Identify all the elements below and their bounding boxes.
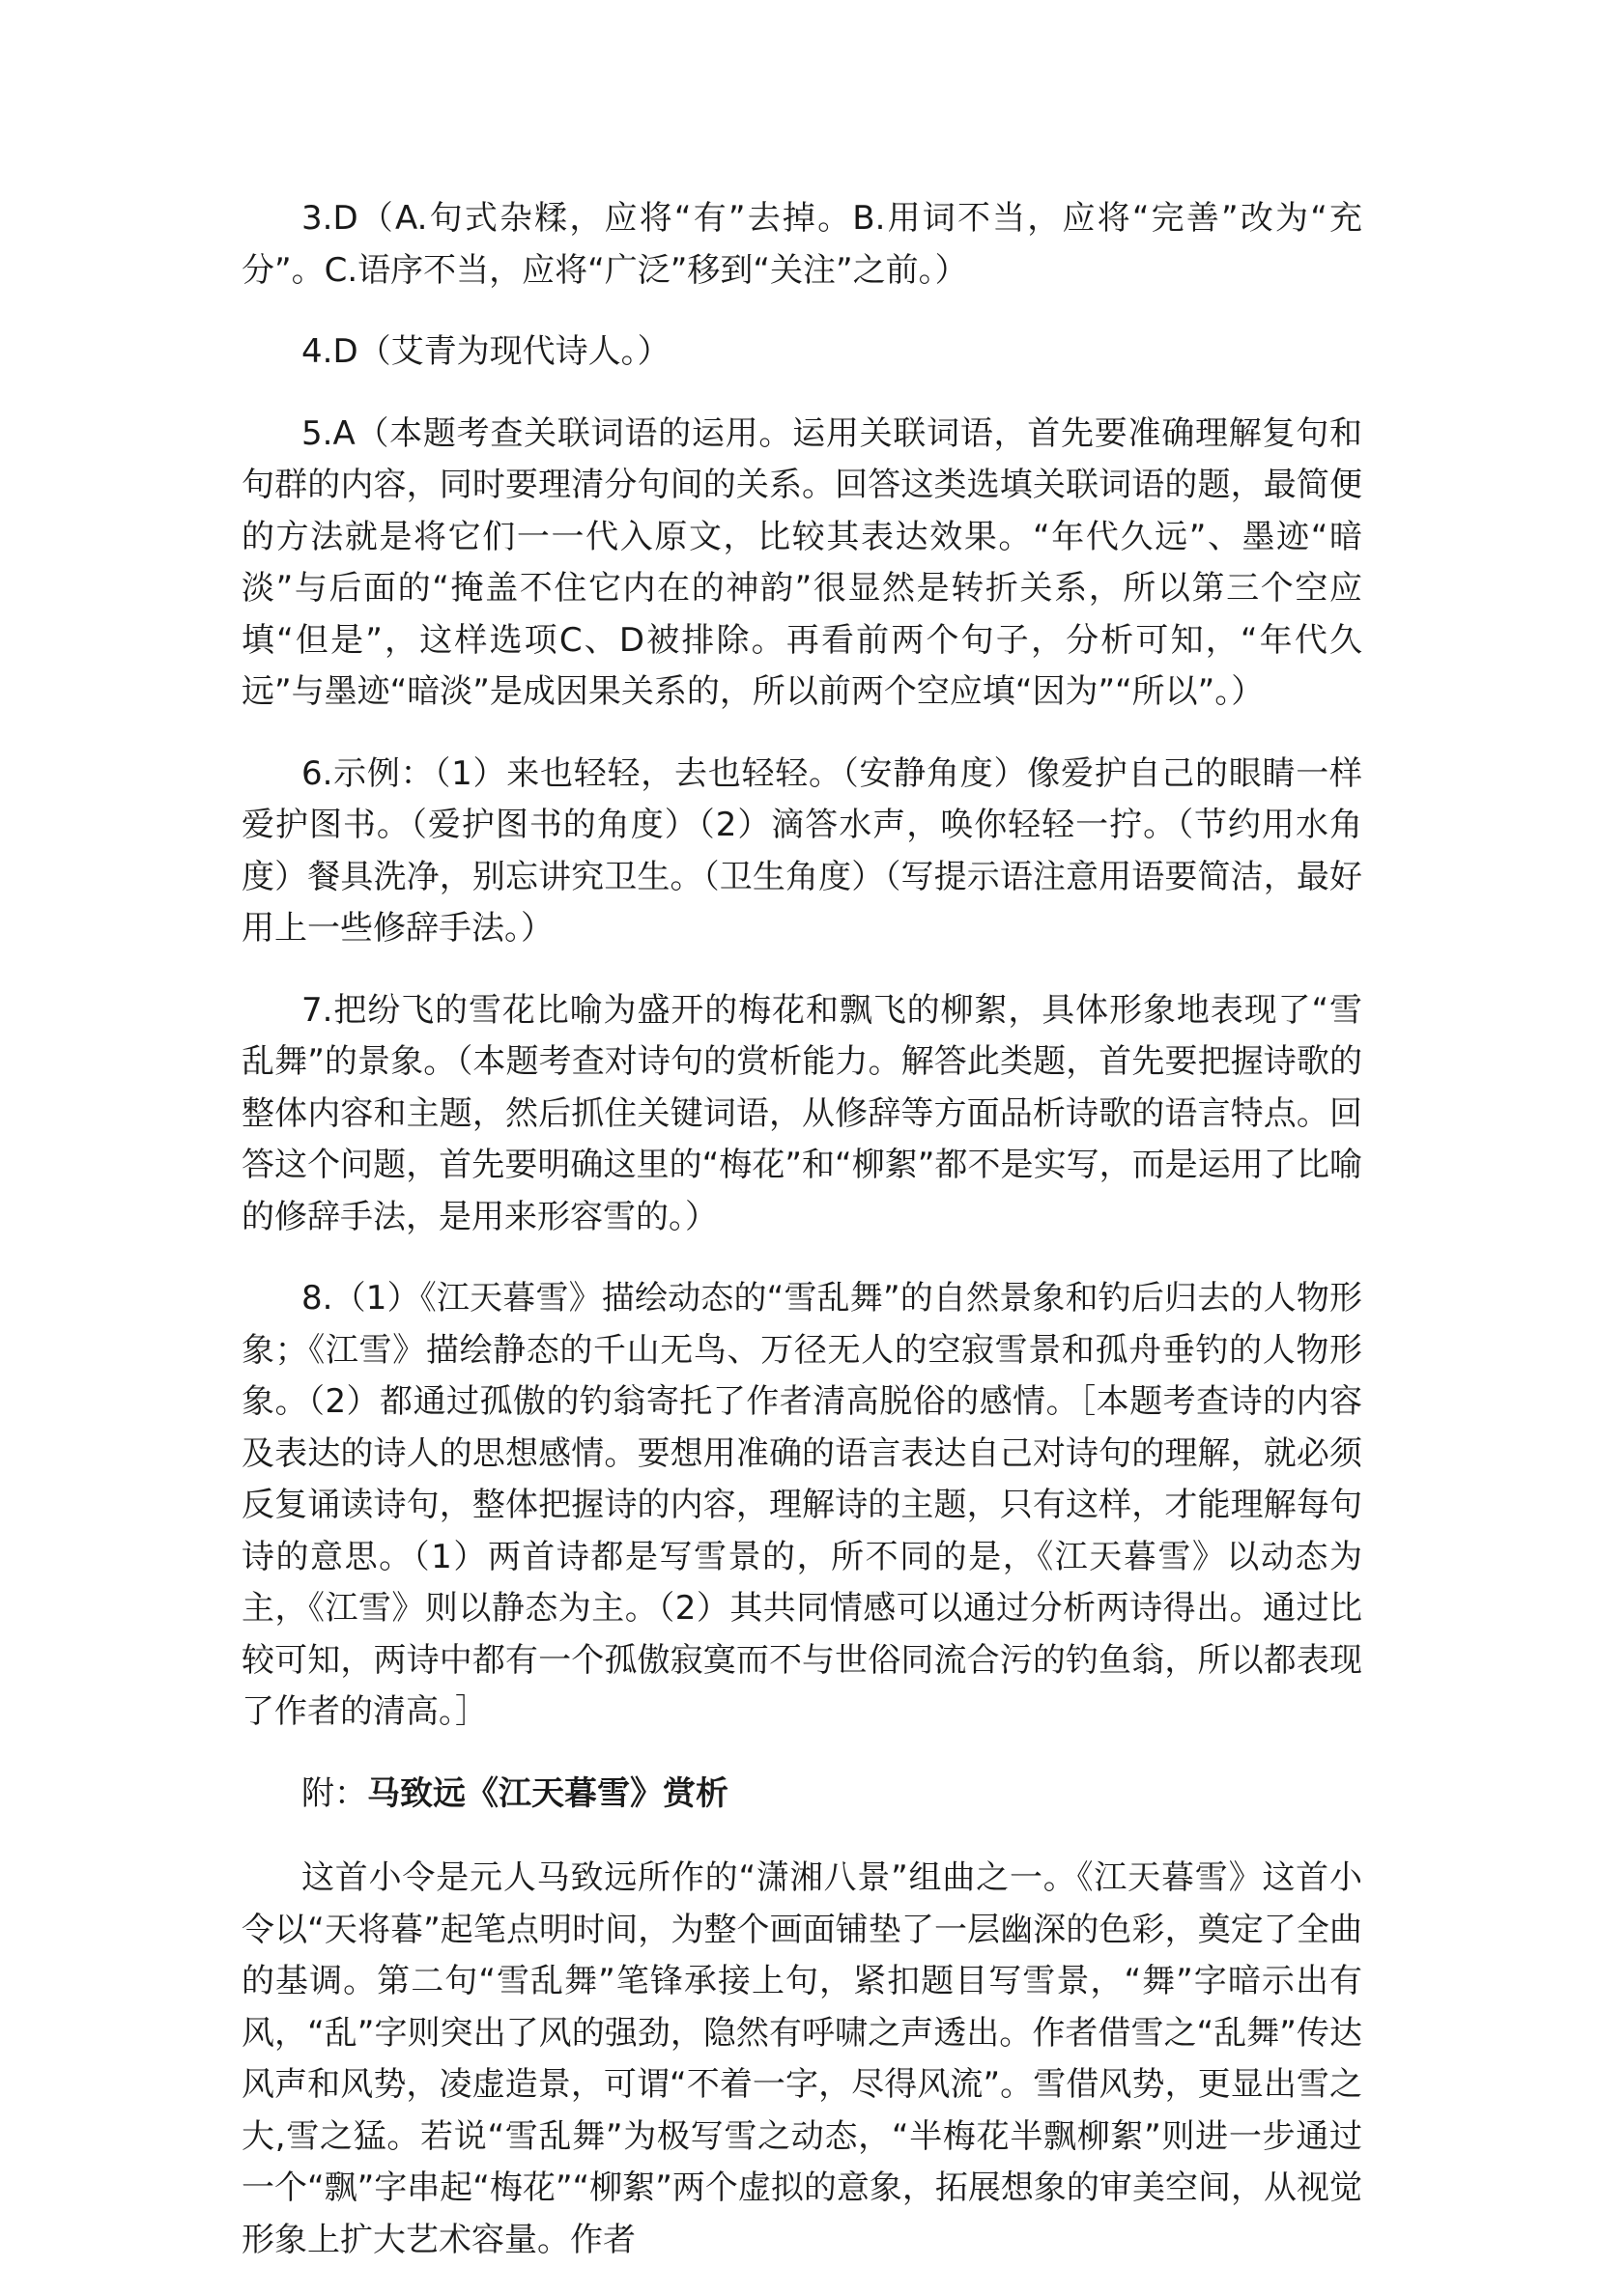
appendix-prefix: 附： — [301, 1773, 367, 1813]
document-page — [242, 193, 1362, 2296]
answer-6: 6.示例：（1）来也轻轻，去也轻轻。（安静角度）像爱护自己的眼睛一样爱护图书。（爱护图书的角度）（2）滴答水声，唤你轻轻一拧。（节约用水角度）餐具洗净，别忘讲究卫生。（卫生角度）（写提示语注意用语要简洁，最好用上一些修辞手法。） — [242, 753, 1362, 948]
answer-5: 5.A（本题考查关联词语的运用。运用关联词语，首先要准确理解复句和句群的内容，同时要理清分句间的关系。回答这类选填关联词语的题，最简便的方法就是将它们一一代入原文，比较其表达效果。“年代久远”、墨迹“暗淡”与后面的“掩盖不住它内在的神韵”很显然是转折关系，所以第三个空应填“但是”，这样选项C、D被排除。再看前两个句子，分析可知，“年代久远”与墨迹“暗淡”是成因果关系的，所以前两个空应填“因为”“所以”。） — [242, 413, 1362, 711]
appendix-title: 马致远《江天暮雪》赏析 — [367, 1773, 728, 1813]
answer-3: 3.D（A.句式杂糅，应将“有”去掉。B.用词不当，应将“完善”改为“充分”。C.语序不当，应将“广泛”移到“关注”之前。） — [242, 199, 1362, 290]
appendix-heading — [242, 1769, 1362, 1821]
answer-7: 7.把纷飞的雪花比喻为盛开的梅花和飘飞的柳絮，具体形象地表现了“雪乱舞”的景象。（本题考查对诗句的赏析能力。解答此类题，首先要把握诗歌的整体内容和主题，然后抓住关键词语，从修辞等方面品析诗歌的语言特点。回答这个问题，首先要明确这里的“梅花”和“柳絮”都不是实写，而是运用了比喻的修辞手法，是用来形容雪的。） — [242, 990, 1362, 1236]
answer-8: 8.（1）《江天暮雪》描绘动态的“雪乱舞”的自然景象和钓后归去的人物形象；《江雪》描绘静态的千山无鸟、万径无人的空寂雪景和孤舟垂钓的人物形象。（2）都通过孤傲的钓翁寄托了作者清高脱俗的感情。［本题考查诗的内容及表达的诗人的思想感情。要想用准确的语言表达自己对诗句的理解，就必须反复诵读诗句，整体把握诗的内容，理解诗的主题，只有这样，才能理解每句诗的意思。（1）两首诗都是写雪景的，所不同的是，《江天暮雪》以动态为主，《江雪》则以静态为主。（2）其共同情感可以通过分析两诗得出。通过比较可知，两诗中都有一个孤傲寂寞而不与世俗同流合污的钓鱼翁，所以都表现了作者的清高。］ — [242, 1279, 1362, 1731]
answer-4: 4.D（艾青为现代诗人。） — [301, 332, 671, 371]
analysis-paragraph: 这首小令是元人马致远所作的“潇湘八景”组曲之一。《江天暮雪》这首小令以“天将暮”起笔点明时间，为整个画面铺垫了一层幽深的色彩，奠定了全曲的基调。第二句“雪乱舞”笔锋承接上句，紧扣题目写雪景，“舞”字暗示出有风，“乱”字则突出了风的强劲，隐然有呼啸之声透出。作者借雪之“乱舞”传达风声和风势，凌虚造景，可谓“不着一字，尽得风流”。雪借风势，更显出雪之大,雪之猛。若说“雪乱舞”为极写雪之动态，“半梅花半飘柳絮”则进一步通过一个“飘”字串起“梅花”“柳絮”两个虚拟的意象，拓展想象的审美空间，从视觉形象上扩大艺术容量。作者 — [242, 1858, 1362, 2259]
